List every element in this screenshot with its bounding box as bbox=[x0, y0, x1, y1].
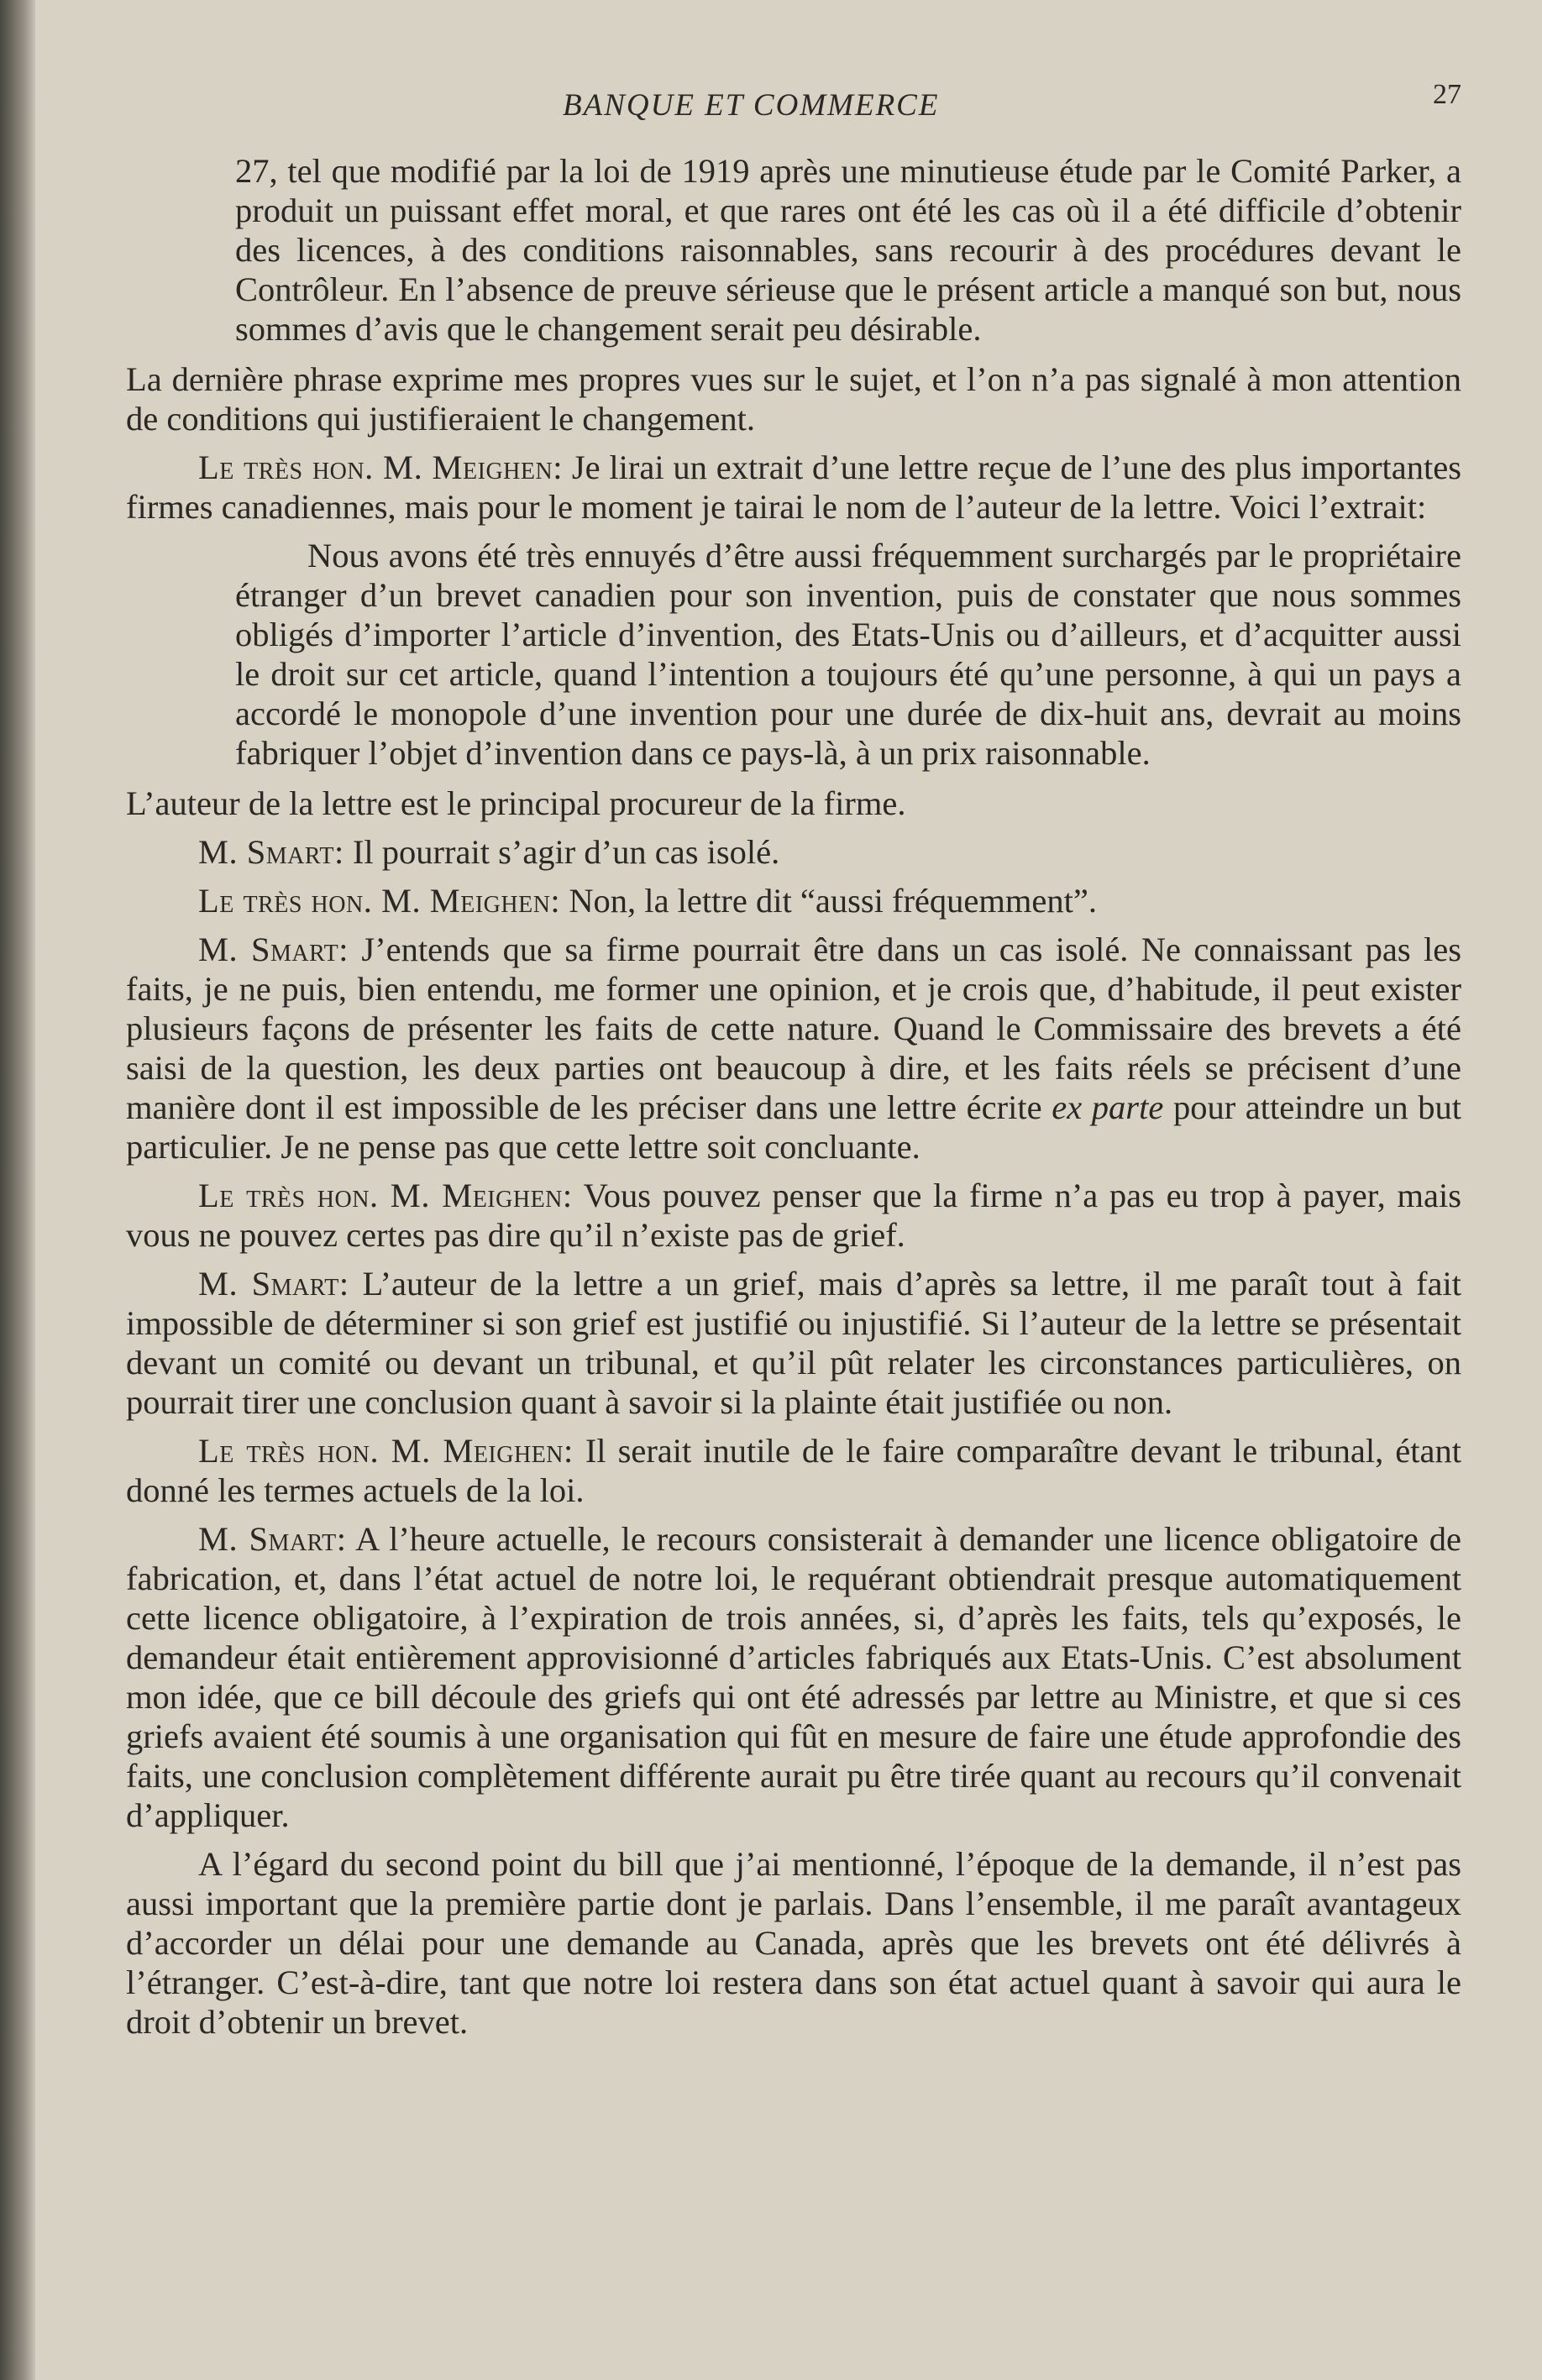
speech-paragraph bbox=[126, 832, 1461, 872]
speaker-name: Le très hon. M. Meighen: bbox=[198, 882, 561, 920]
speaker-name: Le très hon. M. Meighen: bbox=[198, 1177, 573, 1214]
speaker-name: Le très hon. M. Meighen: bbox=[198, 1432, 574, 1470]
speech-paragraph bbox=[126, 1176, 1461, 1255]
speech-text: Il pourrait s’agir d’un cas isolé. bbox=[352, 833, 780, 871]
speaker-name: M. Smart: bbox=[198, 1520, 347, 1558]
document-page bbox=[126, 67, 1461, 2335]
speech-paragraph bbox=[126, 1431, 1461, 1510]
latin-phrase: ex parte bbox=[1052, 1088, 1164, 1126]
speech-text: pour atteindre un but particulier. Je ne pense pas que cette lettre soit concluante. bbox=[126, 1088, 1461, 1166]
speaker-name: M. Smart: bbox=[198, 833, 344, 871]
speech-text: A l’heure actuelle, le recours consisterait à demander une licence obligatoire de fabrication, et, dans l’état actuel de notre loi, le requérant obtiendrait presque automatiquement cette licence obligatoire, à l’expiration de trois années, si, d’après les faits, tels qu’exposés, le demandeur était entièrement approvisionné d’articles fabriqués aux Etats-Unis. C’est absolument mon idée, que ce bill découle des griefs qui ont été adressés par lettre au Ministre, et que si ces griefs avaient été soumis à une organisation qui fût en mesure de faire une étude approfondie des faits, une conclusion complètement différente aurait pu être tirée quant au recours qu’il convenait d’appliquer. bbox=[126, 1520, 1461, 1834]
speech-text: Je lirai un extrait d’une lettre reçue de l’une des plus importantes firmes canadiennes, mais pour le moment je tairai le nom de l’auteur de la lettre. Voici l’extrait: bbox=[126, 448, 1462, 526]
running-title: BANQUE ET COMMERCE bbox=[563, 88, 940, 123]
paragraph: La dernière phrase exprime mes propres vues sur le sujet, et l’on n’a pas signalé à mon attention de conditions qui justifieraient le changement. bbox=[126, 360, 1461, 438]
speech-text: Non, la lettre dit “aussi fréquemment”. bbox=[569, 882, 1097, 920]
speaker-name: M. Smart: bbox=[198, 931, 349, 968]
speech-paragraph bbox=[126, 1264, 1461, 1422]
quoted-letter: Nous avons été très ennuyés d’être aussi fréquemment surchargés par le propriétaire étranger d’un brevet canadien pour son invention, puis de constater que nous sommes obligés d’importer l’article d’invention, des Etats-Unis ou d’ailleurs, et d’acquitter aussi le droit sur cet article, quand l’intention a toujours été qu’une personne, à qui un pays a accordé le monopole d’une invention pour une durée de dix-huit ans, devrait au moins fabriquer l’objet d’invention dans ce pays-là, à un prix raisonnable. bbox=[235, 537, 1461, 772]
speech-text: Vous pouvez penser que la firme n’a pas eu trop à payer, mais vous ne pouvez certes pas dire qu’il n’existe pas de grief. bbox=[126, 1177, 1461, 1254]
speaker-name: Le très hon. M. Meighen: bbox=[198, 448, 563, 486]
speaker-name: M. Smart: bbox=[198, 1265, 349, 1303]
speech-paragraph bbox=[126, 930, 1461, 1166]
running-head bbox=[126, 76, 1461, 126]
speech-text: Il serait inutile de le faire comparaître devant le tribunal, étant donné les termes actuels de la loi. bbox=[126, 1432, 1461, 1509]
body-text bbox=[126, 151, 1461, 2051]
speech-paragraph bbox=[126, 881, 1461, 920]
paragraph: A l’égard du second point du bill que j’ai mentionné, l’époque de la demande, il n’est pas aussi important que la première partie dont je parlais. Dans l’ensemble, il me paraît avantageux d’accorder un délai pour une demande au Canada, après que les brevets ont été délivrés à l’étranger. C’est-à-dire, tant que notre loi restera dans son état actuel quant à savoir qui aura le droit d’obtenir un brevet. bbox=[126, 1845, 1461, 2041]
paragraph: L’auteur de la lettre est le principal procureur de la firme. bbox=[126, 784, 906, 822]
page-number: 27 bbox=[1433, 79, 1461, 110]
book-binding-edge bbox=[0, 0, 35, 2380]
speech-text: L’auteur de la lettre a un grief, mais d’après sa lettre, il me paraît tout à fait impossible de déterminer si son grief est justifié ou injustifié. Si l’auteur de la lettre se présentait devant un comité ou devant un tribunal, et qu’il pût relater les circonstances particulières, on pourrait tirer une conclusion quant à savoir si la plainte était justifiée ou non. bbox=[126, 1265, 1461, 1421]
quotation-continued: 27, tel que modifié par la loi de 1919 après une minutieuse étude par le Comité Parker, a produit un puissant effet moral, et que rares ont été les cas où il a été difficile d’obtenir des licences, à des conditions raisonnables, sans recourir à des procédures devant le Contrôleur. En l’absence de preuve sérieuse que le présent article a manqué son but, nous sommes d’avis que le changement serait peu désirable. bbox=[235, 152, 1461, 348]
speech-paragraph bbox=[126, 1519, 1461, 1835]
speech-paragraph bbox=[126, 448, 1461, 527]
speech-text: J’entends que sa firme pourrait être dans un cas isolé. Ne connaissant pas les faits, je ne puis, bien entendu, me former une opinion, et je crois que, d’habitude, il peut exister plusieurs façons de présenter les faits de cette nature. Quand le Commissaire des brevets a été saisi de la question, les deux parties ont beaucoup à dire, et les faits réels se précisent d’une manière dont il est impossible de les préciser dans une lettre écrite bbox=[126, 931, 1461, 1126]
